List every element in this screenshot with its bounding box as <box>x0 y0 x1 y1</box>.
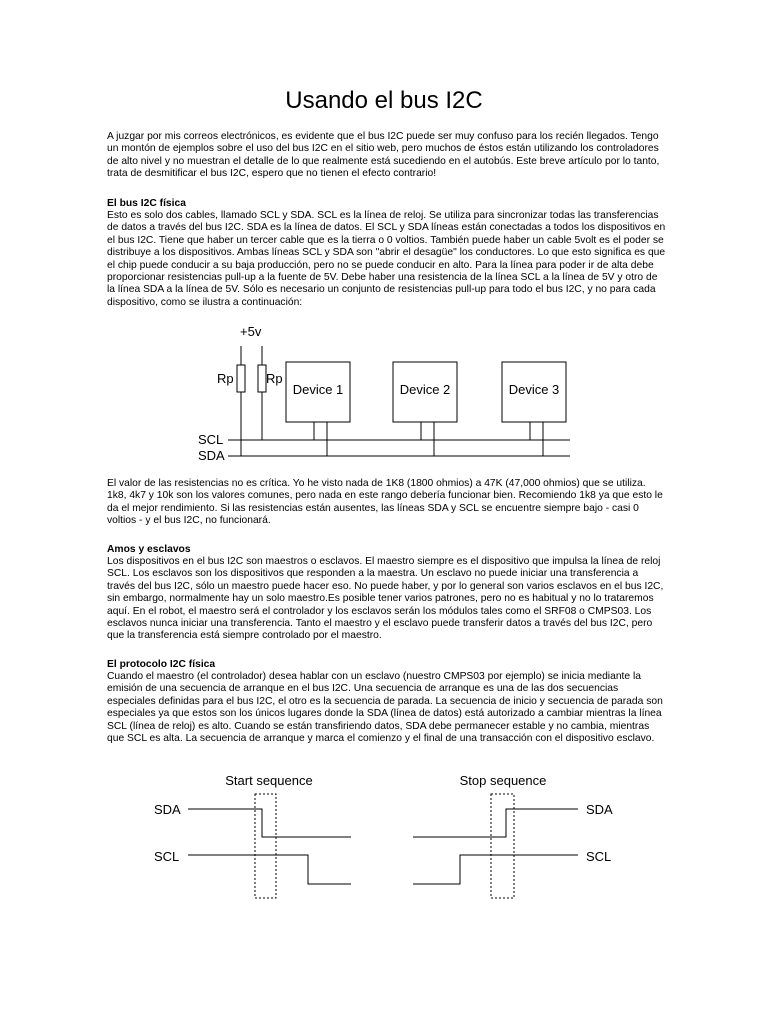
device-2-label: Device 2 <box>399 382 451 397</box>
intro-paragraph: A juzgar por mis correos electrónicos, es evidente que el bus I2C puede ser muy confuso para los recién llegados. Tengo un montón de ejemplos sobre el uso del bus I2C en el sitio web, pero muchos de éstos están utilizando los controladores de alto nivel y no muestran el detalle de lo que realmente está sucediendo en el autobús. Este breve artículo por lo tanto, trata de desmitificar el bus I2C, espero que no tienen el efecto contrario! <box>107 131 660 180</box>
device-3-label: Device 3 <box>508 382 560 397</box>
start-sda-label: SDA <box>154 802 181 817</box>
section-heading-masters: Amos y esclavos <box>107 544 191 555</box>
masters-paragraph: Los dispositivos en el bus I2C son maestros o esclavos. El maestro siempre es el dispositivo que impulsa la línea de reloj SCL. Los esclavos son los dispositivos que responden a la maestra. Un esclavo no puede iniciar una transferencia a través del bus I2C, sólo un maestro puede hacer eso. No puede haber, y por lo general son varios esclavos en el bus I2C, sin embargo, normalmente hay un solo maestro.Es posible tener varios patrones, pero no es habitual y no lo trataremos aquí. En el robot, el maestro será el controlador y los esclavos serán los módulos tales como el SRF08 o CMPS03. Los esclavos nunca iniciar una transferencia. Tanto el maestro y el esclavo puede transferir datos a través del bus I2C, pero que la transferencia está siempre controlado por el maestro. <box>107 556 664 642</box>
stop-sda-label: SDA <box>586 802 613 817</box>
page-title: Usando el bus I2C <box>285 87 483 114</box>
stop-scl-label: SCL <box>586 849 612 864</box>
start-scl-label: SCL <box>154 849 180 864</box>
resistor-label-right: Rp <box>266 371 283 386</box>
supply-label: +5v <box>240 324 262 339</box>
protocol-paragraph: Cuando el maestro (el controlador) desea hablar con un esclavo (nuestro CMPS03 por ejemplo) se inicia mediante la emisión de una secuencia de arranque en el bus I2C. Una secuencia de arranque es una de las dos secuencias especiales definidas para el bus I2C, el otro es la secuencia de parada. La secuencia de inicio y secuencia de parada son especiales ya que estos son los únicos lugares donde la SDA (línea de datos) está autorizado a cambiar mientras la línea SCL (línea de reloj) es alto. Cuando se están transfiriendo datos, SDA debe permanecer estable y no cambia, mientras que SCL es alta. La secuencia de arranque y marca el comienzo y el final de una transacción con el dispositivo esclavo. <box>107 671 663 745</box>
resistor-label-left: Rp <box>217 371 234 386</box>
stop-condition-marker <box>491 794 514 898</box>
device-1-label: Device 1 <box>292 382 344 397</box>
section-heading-bus: El bus I2C física <box>107 198 186 209</box>
sda-line-label: SDA <box>198 448 225 463</box>
scl-line-label: SCL <box>198 432 224 447</box>
start-sda-waveform <box>188 809 351 837</box>
start-sequence-title: Start sequence <box>225 773 313 788</box>
stop-sequence-title: Stop sequence <box>459 773 547 788</box>
stop-sda-waveform <box>413 809 578 837</box>
section-heading-protocol: El protocolo I2C física <box>107 659 216 670</box>
resistor-paragraph: El valor de las resistencias no es crítica. Yo he visto nada de 1K8 (1800 ohmios) a 47K (47,000 ohmios) que se utiliza. 1k8, 4k7 y 10k son los valores comunes, pero nada en este rango debería funcionar bien. Recomiendo 1k8 ya que esto le da el mejor rendimiento. Si las resistencias están ausentes, las líneas SDA y SCL se encuentre siempre bajo - casi 0 voltios - y el bus I2C, no funcionará. <box>107 478 663 527</box>
start-condition-marker <box>255 794 276 898</box>
stop-scl-waveform <box>413 855 578 884</box>
start-scl-waveform <box>188 855 351 884</box>
bus-paragraph: Esto es solo dos cables, llamado SCL y SDA. SCL es la línea de reloj. Se utiliza para sincronizar todas las transferencias de datos a través del bus I2C. SDA es la línea de datos. El SCL y SDA líneas están conectadas a todos los dispositivos en el bus I2C. Tiene que haber un tercer cable que es la tierra o 0 voltios. También puede haber un cable 5volt es el poder se distribuye a los dispositivos. Ambas líneas SCL y SDA son "abrir el desagüe" los conductores. Lo que esto significa es que el chip puede conducir a su baja producción, pero no se puede conducir en alto. Para la línea para poder ir de alta debe proporcionar resistencias pull-up a la fuente de 5V. Debe haber una resistencia de la línea SCL a la línea de 5V y otro de la línea SDA a la línea de 5V. Sólo es necesario un conjunto de resistencias pull-up para todo el bus I2C, y no para cada dispositivo, como se ilustra a continuación: <box>107 210 666 308</box>
